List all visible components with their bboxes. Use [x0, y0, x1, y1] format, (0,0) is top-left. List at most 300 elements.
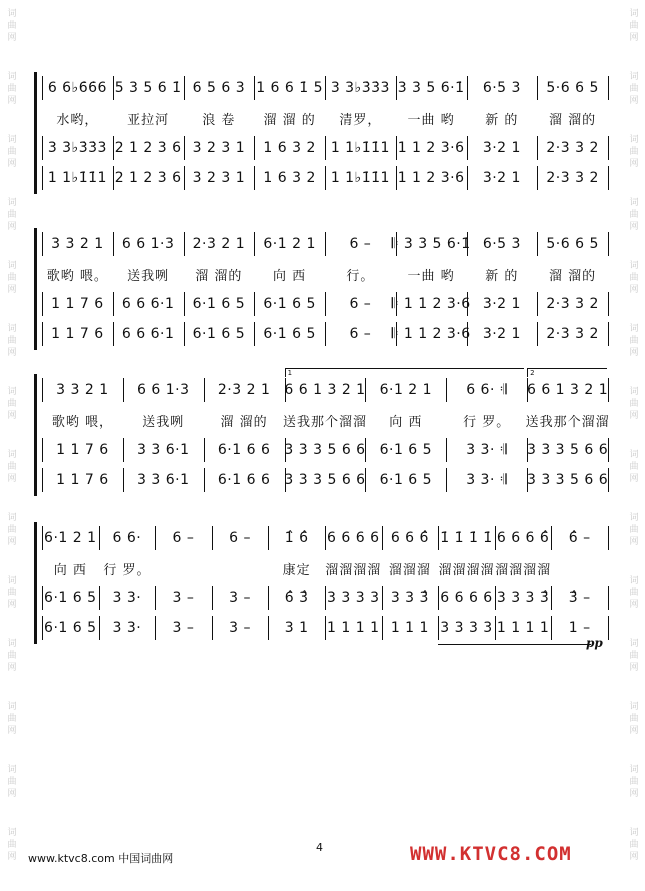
lyric-text: [157, 556, 210, 580]
watermark-char: 网: [629, 600, 639, 610]
watermark-char: 曲: [7, 210, 17, 220]
bar-line: [608, 468, 609, 492]
watermark-char: 词: [629, 261, 639, 271]
lyric-text: 行。: [346, 268, 375, 284]
bar-line: [608, 292, 609, 316]
watermark-char: 词: [7, 639, 17, 649]
note-group: 6·1 6 6: [217, 472, 271, 488]
watermark-mark: [623, 827, 645, 863]
bar-line: [537, 232, 538, 256]
harmony-row: [42, 438, 608, 462]
bar-line: [608, 166, 609, 190]
note-group: 6 6 1·3: [137, 382, 190, 398]
watermark-char: 词: [629, 324, 639, 334]
bar-line: [365, 438, 366, 462]
bar-line: [155, 526, 156, 550]
footer-logo: WWW.KTVC8.COM: [410, 843, 572, 865]
watermark-mark: [1, 764, 23, 800]
note-group: 3 3 3̂: [390, 590, 429, 606]
bar-line: [396, 136, 397, 160]
watermark-char: 词: [7, 324, 17, 334]
lyric-text: 一曲 哟: [407, 112, 455, 128]
watermark-char: 网: [7, 411, 17, 421]
watermark-char: 曲: [7, 147, 17, 157]
bar-line: [184, 76, 185, 100]
note-group: 2·3 3 2: [546, 296, 599, 312]
note-group: 6·1 2 1: [379, 382, 433, 398]
bar-line: [537, 136, 538, 160]
watermark-mark: [623, 260, 645, 296]
note-group: 2·3 3 2: [546, 326, 599, 342]
note-group: 6 6♭6̇6̇6: [47, 80, 107, 96]
bar-line: [42, 166, 43, 190]
bar-line: [608, 232, 609, 256]
bar-line: [551, 616, 552, 640]
bar-line: [495, 616, 496, 640]
note-group: 6·1 6 5: [192, 326, 246, 342]
note-group: 6 –: [349, 236, 372, 252]
bar-line: [123, 378, 124, 402]
footer-site-text: www.ktvc8.com 中国词曲网: [28, 852, 174, 865]
watermark-char: 曲: [629, 84, 639, 94]
note-group: 6·1 6 5: [263, 296, 316, 312]
bar-line: [184, 292, 185, 316]
lyric-text: 康定: [282, 562, 311, 578]
note-group: 6·1 6 5: [263, 326, 316, 342]
melody-row: [42, 526, 608, 550]
watermark-char: 曲: [7, 651, 17, 661]
bar-line: [608, 76, 609, 100]
bar-line: [113, 322, 114, 346]
watermark-char: 网: [7, 600, 17, 610]
note-group: 5 3 5 6 1̇: [114, 80, 182, 96]
watermark-mark: [1, 71, 23, 107]
bar-line: [123, 438, 124, 462]
watermark-char: 词: [629, 387, 639, 397]
bar-line: [446, 438, 447, 462]
watermark-mark: [1, 197, 23, 233]
note-group: 5·6 6 5: [546, 80, 599, 96]
page-number: 4: [316, 841, 323, 854]
bar-line: [113, 232, 114, 256]
bar-line: [184, 136, 185, 160]
lyric-text: [553, 556, 606, 580]
note-group: 2·3 3 2: [546, 140, 599, 156]
watermark-char: 词: [7, 9, 17, 19]
bar-line: [155, 586, 156, 610]
watermark-char: 网: [629, 726, 639, 736]
note-group: 6·1 6 5: [379, 442, 433, 458]
watermark-char: 词: [7, 450, 17, 460]
watermark-char: 曲: [629, 147, 639, 157]
watermark-mark: [1, 386, 23, 422]
watermark-char: 曲: [7, 777, 17, 787]
note-group: 6 6 6·1: [121, 296, 175, 312]
note-group: 2·3 3 2: [546, 170, 599, 186]
note-group: 𝄆 3 3 5 6·1̇: [391, 236, 471, 252]
bar-line: [268, 586, 269, 610]
watermark-char: 词: [629, 9, 639, 19]
watermark-char: 网: [629, 852, 639, 862]
watermark-char: 词: [7, 72, 17, 82]
note-group: 3 3 2 1: [56, 382, 109, 398]
decrescendo-hairpin: [438, 644, 591, 645]
watermark-mark: [1, 512, 23, 548]
note-group: 3 –: [172, 620, 195, 636]
lyrics-row: [42, 408, 608, 432]
bar-line: [365, 468, 366, 492]
watermark-char: 网: [629, 663, 639, 673]
bar-line: [537, 76, 538, 100]
watermark-char: 网: [629, 348, 639, 358]
note-group: 6 6· 𝄇: [466, 382, 508, 398]
watermark-char: 曲: [629, 840, 639, 850]
note-group: 1 1♭1̇1̇1: [330, 170, 390, 186]
note-group: 6 6 6·1: [121, 326, 175, 342]
bar-line: [204, 378, 205, 402]
bar-line: [113, 166, 114, 190]
bar-line: [42, 136, 43, 160]
watermark-char: 曲: [629, 651, 639, 661]
bar-line: [184, 322, 185, 346]
lyric-text: 送我那个溜溜: [525, 414, 610, 430]
watermark-char: 词: [629, 72, 639, 82]
watermark-char: 网: [629, 411, 639, 421]
lyric-text: 行 罗。: [103, 562, 151, 578]
dynamic-marking: pp: [586, 636, 603, 650]
watermark-mark: [623, 386, 645, 422]
note-group: 1̇ 1̇ 1̇ 1̇: [440, 530, 493, 546]
watermark-char: 曲: [7, 336, 17, 346]
watermark-char: 曲: [7, 399, 17, 409]
bar-line: [495, 526, 496, 550]
bar-line: [123, 468, 124, 492]
note-group: 6̂ 3̂: [284, 590, 309, 606]
bar-line: [113, 292, 114, 316]
note-group: 5·6 6 5: [546, 236, 599, 252]
note-group: 3 3 2 1: [51, 236, 104, 252]
right-watermark-column: [623, 0, 645, 891]
note-group: 1 1♭1̇1̇1: [330, 140, 390, 156]
watermark-char: 网: [629, 33, 639, 43]
watermark-mark: [1, 638, 23, 674]
watermark-char: 网: [7, 285, 17, 295]
melody-row: [42, 76, 608, 100]
score-system-4: [42, 522, 608, 650]
watermark-char: 曲: [7, 273, 17, 283]
note-group: 6·1 6 5: [379, 472, 433, 488]
lyric-text: 亚拉河: [127, 112, 170, 128]
watermark-mark: [623, 701, 645, 737]
note-group: 3 2 3 1: [192, 140, 246, 156]
bar-line: [608, 322, 609, 346]
bar-line: [268, 616, 269, 640]
bar-line: [184, 166, 185, 190]
note-group: 3 3 3 5 6 6: [284, 472, 366, 488]
lyrics-row: [42, 106, 608, 130]
note-group: 3 3·: [112, 620, 142, 636]
bar-line: [537, 166, 538, 190]
watermark-mark: [623, 449, 645, 485]
bar-line: [325, 586, 326, 610]
note-group: 1 6 6 1̇ 5: [256, 80, 324, 96]
watermark-char: 词: [7, 513, 17, 523]
note-group: 6 6 1 3 2 1: [526, 382, 609, 398]
bar-line: [467, 76, 468, 100]
watermark-mark: [1, 260, 23, 296]
lyric-text: 行 罗。: [463, 414, 511, 430]
watermark-mark: [623, 323, 645, 359]
watermark-mark: [623, 512, 645, 548]
note-group: 3 3 3 5 6 6: [526, 472, 609, 488]
bar-line: [212, 586, 213, 610]
note-group: 3·2 1: [482, 140, 521, 156]
watermark-mark: [1, 134, 23, 170]
watermark-char: 曲: [629, 462, 639, 472]
note-group: 6·1 6 5: [44, 590, 97, 606]
watermark-char: 曲: [629, 399, 639, 409]
watermark-char: 词: [7, 387, 17, 397]
watermark-mark: [623, 764, 645, 800]
note-group: 6·1 6 5: [192, 296, 246, 312]
bar-line: [495, 586, 496, 610]
watermark-mark: [623, 71, 645, 107]
lyrics-row: [42, 262, 608, 286]
note-group: 3 3♭3̇3̇3: [330, 80, 390, 96]
volta-bracket-2: 2: [527, 368, 607, 377]
watermark-char: 词: [7, 576, 17, 586]
bar-line: [99, 616, 100, 640]
bar-line: [204, 438, 205, 462]
bar-line: [42, 232, 43, 256]
bar-line: [467, 322, 468, 346]
note-group: 2 1 2 3 6: [114, 140, 182, 156]
note-group: 3 2 3 1: [192, 170, 246, 186]
lyric-text: 送我那个溜溜: [282, 414, 367, 430]
note-group: 6·5 3: [482, 236, 521, 252]
watermark-char: 网: [629, 96, 639, 106]
lyric-text: 新 的: [485, 268, 519, 284]
watermark-mark: [623, 638, 645, 674]
watermark-char: 曲: [629, 21, 639, 31]
score-system-1: [42, 72, 608, 194]
watermark-char: 词: [7, 765, 17, 775]
bar-line: [254, 136, 255, 160]
watermark-char: 词: [629, 765, 639, 775]
note-group: 6 5 6 3: [192, 80, 246, 96]
score-system-3: [42, 369, 610, 496]
note-group: 6̂ –: [568, 530, 591, 546]
note-group: 1 1 2 3·6: [397, 170, 465, 186]
bass-row: [42, 166, 608, 190]
watermark-char: 词: [629, 450, 639, 460]
watermark-char: 网: [7, 96, 17, 106]
bar-line: [254, 166, 255, 190]
watermark-char: 网: [7, 222, 17, 232]
note-group: 6·1 2 1: [44, 530, 97, 546]
bar-line: [446, 468, 447, 492]
harmony-row: [42, 136, 608, 160]
bar-line: [254, 322, 255, 346]
note-group: 3 –: [229, 620, 252, 636]
bar-line: [212, 526, 213, 550]
bar-line: [396, 76, 397, 100]
watermark-char: 词: [629, 702, 639, 712]
note-group: 6 –: [349, 326, 372, 342]
note-group: 3·2 1: [482, 296, 521, 312]
lyric-text: 溜 溜的: [549, 112, 597, 128]
bar-line: [467, 232, 468, 256]
bar-line: [42, 526, 43, 550]
lyric-text: 溜溜溜溜: [438, 562, 495, 578]
bar-line: [212, 616, 213, 640]
bar-line: [608, 526, 609, 550]
lyric-text: 溜 溜的: [549, 268, 597, 284]
bar-line: [537, 292, 538, 316]
watermark-char: 词: [629, 198, 639, 208]
note-group: 1 1 7 6: [51, 296, 104, 312]
bar-line: [325, 292, 326, 316]
watermark-char: 网: [7, 537, 17, 547]
note-group: 3̂ –: [568, 590, 591, 606]
bar-line: [467, 166, 468, 190]
bar-line: [382, 526, 383, 550]
lyric-text: 歌哟 喂。: [46, 268, 108, 284]
bar-line: [608, 136, 609, 160]
lyric-text: 溜溜溜溜: [495, 562, 552, 578]
bar-line: [99, 586, 100, 610]
note-group: 1 1 1: [390, 620, 429, 636]
bar-line: [446, 378, 447, 402]
bass-row: [42, 322, 608, 346]
bar-line: [113, 76, 114, 100]
bar-line: [325, 526, 326, 550]
watermark-char: 词: [7, 261, 17, 271]
harmony-row: [42, 292, 608, 316]
watermark-char: 网: [629, 474, 639, 484]
note-group: 1̂ 6̂: [284, 530, 309, 546]
watermark-char: 曲: [629, 273, 639, 283]
note-group: 3 3·: [112, 590, 142, 606]
watermark-mark: [1, 575, 23, 611]
watermark-char: 曲: [7, 21, 17, 31]
melody-row: [42, 378, 608, 402]
bar-line: [608, 586, 609, 610]
note-group: 6·1 6 5: [44, 620, 97, 636]
bar-line: [325, 322, 326, 346]
watermark-char: 词: [7, 702, 17, 712]
note-group: 6 6 6 6: [440, 590, 493, 606]
note-group: 6 6 6 6: [327, 530, 380, 546]
bar-line: [204, 468, 205, 492]
bar-line: [467, 136, 468, 160]
watermark-char: 词: [629, 135, 639, 145]
watermark-char: 曲: [629, 777, 639, 787]
left-watermark-column: [0, 0, 22, 891]
watermark-mark: [1, 827, 23, 863]
bar-line: [325, 232, 326, 256]
lyric-text: [214, 556, 267, 580]
watermark-char: 曲: [7, 525, 17, 535]
bar-line: [42, 322, 43, 346]
bar-line: [99, 526, 100, 550]
note-group: 3 3 6·1: [137, 442, 190, 458]
note-group: 3 3 3 5 6 6: [526, 442, 609, 458]
bar-line: [382, 616, 383, 640]
note-group: 3 3 5 6·1̇: [397, 80, 465, 96]
bar-line: [467, 292, 468, 316]
note-group: 𝄆 1 1 2 3·6: [391, 326, 471, 342]
watermark-char: 曲: [629, 210, 639, 220]
bar-line: [365, 378, 366, 402]
lyric-text: 溜溜溜溜: [325, 562, 382, 578]
lyric-text: 新 的: [485, 112, 519, 128]
watermark-mark: [623, 575, 645, 611]
bar-line: [42, 292, 43, 316]
bass-row: [42, 468, 608, 492]
note-group: 𝄆 1 1 2 3·6: [391, 296, 471, 312]
watermark-mark: [1, 8, 23, 44]
note-group: 3 3 3 3: [440, 620, 493, 636]
lyric-text: 向 西: [273, 268, 307, 284]
watermark-char: 词: [7, 135, 17, 145]
watermark-char: 网: [629, 789, 639, 799]
volta-bracket-1: 1: [285, 368, 525, 377]
note-group: 1 –: [568, 620, 591, 636]
note-group: 3 3 6·1: [137, 472, 190, 488]
watermark-char: 曲: [7, 588, 17, 598]
watermark-char: 词: [629, 576, 639, 586]
watermark-char: 曲: [629, 714, 639, 724]
watermark-mark: [1, 701, 23, 737]
note-group: 6 –: [172, 530, 195, 546]
bar-line: [382, 586, 383, 610]
watermark-mark: [1, 323, 23, 359]
bar-line: [42, 616, 43, 640]
lyrics-row: [42, 556, 608, 580]
harmony-row: [42, 586, 608, 610]
watermark-char: 网: [7, 474, 17, 484]
watermark-char: 网: [7, 789, 17, 799]
note-group: 2 1 2 3 6: [114, 170, 182, 186]
note-group: 1 1♭1̇1̇1: [47, 170, 107, 186]
note-group: 6 6·: [112, 530, 142, 546]
bar-line: [254, 76, 255, 100]
note-group: 1 1 7 6: [51, 326, 104, 342]
watermark-char: 网: [7, 348, 17, 358]
note-group: 3 3♭3̇3̇3: [47, 140, 107, 156]
score-system-2: [42, 228, 608, 350]
bar-line: [42, 76, 43, 100]
bar-line: [325, 616, 326, 640]
note-group: 3 3 3 3̂: [496, 590, 550, 606]
lyric-text: 向 西: [53, 562, 87, 578]
lyric-text: 溜溜溜: [388, 562, 431, 578]
watermark-char: 网: [7, 852, 17, 862]
watermark-mark: [623, 8, 645, 44]
note-group: 1 1 7 6: [56, 472, 109, 488]
bar-line: [325, 136, 326, 160]
note-group: 3 3· 𝄇: [466, 472, 508, 488]
bar-line: [551, 526, 552, 550]
watermark-mark: [1, 449, 23, 485]
note-group: 6 6 1·3: [121, 236, 175, 252]
watermark-char: 曲: [7, 462, 17, 472]
lyric-text: 水哟，: [56, 112, 99, 128]
note-group: 6·1 2 1: [263, 236, 316, 252]
bar-line: [438, 586, 439, 610]
watermark-char: 网: [7, 33, 17, 43]
